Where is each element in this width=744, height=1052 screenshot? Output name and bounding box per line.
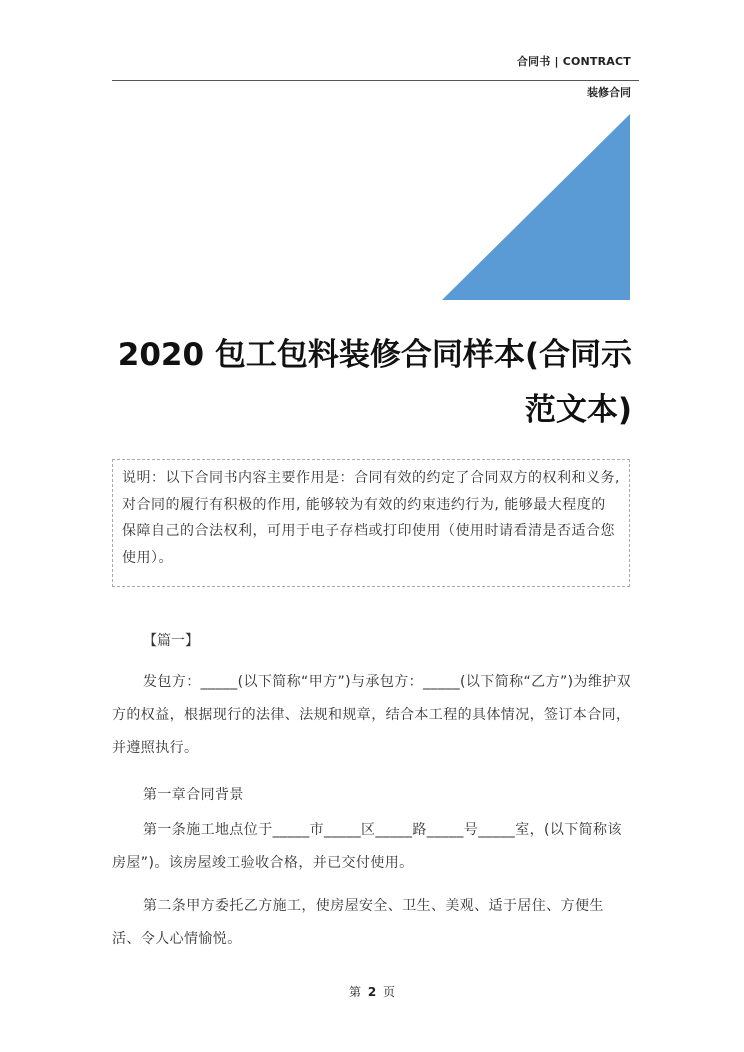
paragraph-article-2: 第二条甲方委托乙方施工，使房屋安全、卫生、美观、适于居住、方便生活、令人心情愉悦。 bbox=[112, 898, 604, 947]
page-title-line-2: 范文本) bbox=[524, 392, 632, 428]
header-category-label: 装修合同 bbox=[587, 86, 631, 99]
page-title-line-1: 2020 包工包料装修合同样本(合同示 bbox=[117, 337, 632, 373]
notice-box: 说明：以下合同书内容主要作用是：合同有效的约定了合同双方的权利和义务, 对合同的履行有积极的作用, 能够较为有效的约束违约行为, 能够最大程度的保障自己的合法权利，可用于电子存档或打印使用（使用时请看清是否适合您使用）。 bbox=[112, 459, 630, 587]
page-title bbox=[112, 328, 632, 438]
page-number: 2 bbox=[367, 985, 377, 999]
page-footer bbox=[0, 983, 744, 1000]
header-brand-label: 合同书 | CONTRACT bbox=[516, 55, 631, 68]
footer-suffix: 页 bbox=[383, 985, 396, 999]
chapter-heading: 第一章合同背景 bbox=[143, 787, 244, 803]
paragraph-parties: 发包方：_____(以下简称“甲方”)与承包方：_____(以下简称“乙方”)为维护双方的权益，根据现行的法律、法规和规章，结合本工程的具体情况，签订本合同，并遵照执行。 bbox=[112, 674, 632, 756]
paragraph-article-1: 第一条施工地点位于_____市_____区_____路_____号_____室，(以下简称该房屋”)。该房屋竣工验收合格，并已交付使用。 bbox=[112, 822, 622, 871]
section-label: 【篇一】 bbox=[143, 633, 199, 649]
footer-prefix: 第 bbox=[348, 985, 361, 999]
header-divider bbox=[112, 80, 639, 81]
decorative-triangle bbox=[442, 114, 630, 300]
